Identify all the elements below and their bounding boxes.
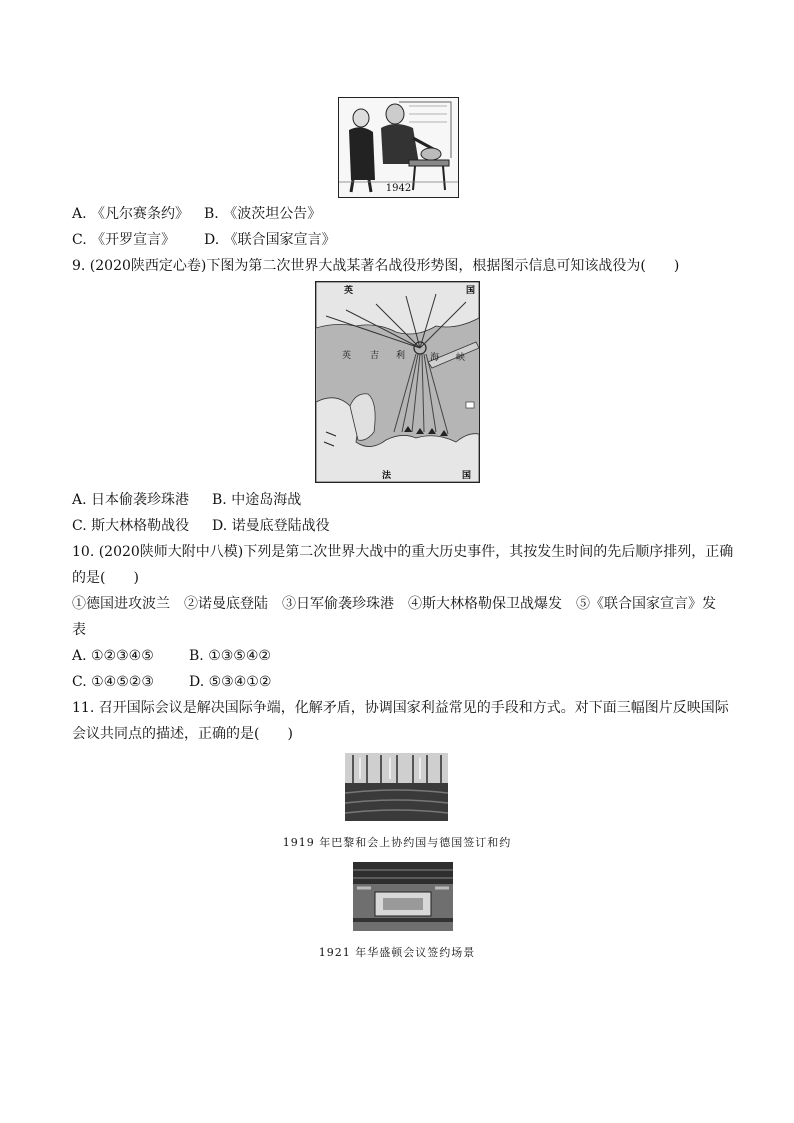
map-label-england-2: 国 — [466, 286, 476, 296]
washington-conference-image — [353, 862, 453, 931]
q11-stem-line1: 11. 召开国际会议是解决国际争端，化解矛盾，协调国家利益常见的手段和方式。对下面三幅图片反映国际 — [72, 700, 729, 716]
paris-conference-caption: 1919 年巴黎和会上协约国与德国签订和约 — [282, 836, 512, 849]
washington-conference-caption: 1921 年华盛顿会议签约场景 — [318, 946, 476, 959]
map-label-sea-2: 吉 — [370, 351, 380, 361]
cartoon-figure — [338, 97, 459, 198]
map-label-sea-3: 利 — [396, 351, 406, 361]
q11-stem-line2: 会议共同点的描述，正确的是( ) — [72, 726, 293, 742]
map-label-sea-4: 海 — [430, 353, 440, 363]
battle-map — [316, 282, 479, 482]
q8-option-a[interactable]: A. 《凡尔赛条约》 — [72, 206, 190, 222]
cartoon-year-label: 1942 — [385, 183, 412, 194]
q10-stem-line1: 10. (2020陕师大附中八模)下列是第二次世界大战中的重大历史事件，其按发生时间的先后顺序排列，正确 — [72, 544, 734, 560]
map-label-sea-1: 英 — [342, 351, 352, 361]
map-label-sea-5: 峡 — [456, 353, 466, 363]
q8-option-c[interactable]: C. 《开罗宣言》 — [72, 232, 176, 248]
q9-option-a[interactable]: A. 日本偷袭珍珠港 — [72, 492, 190, 508]
q10-option-a[interactable]: A. ①②③④⑤ — [72, 648, 154, 664]
q10-option-b[interactable]: B. ①③⑤④② — [189, 648, 271, 664]
q8-option-b[interactable]: B. 《波茨坦公告》 — [204, 206, 322, 222]
q8-option-d[interactable]: D. 《联合国家宣言》 — [204, 232, 336, 248]
map-label-england-1: 英 — [344, 286, 354, 296]
battle-map-figure — [315, 281, 480, 483]
q10-option-c[interactable]: C. ①④⑤②③ — [72, 674, 154, 690]
q9-option-c[interactable]: C. 斯大林格勒战役 — [72, 518, 190, 534]
q10-events-line1: ①德国进攻波兰 ②诺曼底登陆 ③日军偷袭珍珠港 ④斯大林格勒保卫战爆发 ⑤《联合国家宣言》发 — [72, 596, 716, 612]
q9-stem: 9. (2020陕西定心卷)下图为第二次世界大战某著名战役形势图，根据图示信息可知该战役为( ) — [72, 258, 680, 274]
q10-stem-line2: 的是( ) — [72, 570, 139, 586]
map-label-bottom-2: 国 — [462, 471, 472, 481]
map-label-bottom-1: 法 — [382, 471, 392, 481]
paris-conference-image — [345, 753, 448, 821]
q9-option-b[interactable]: B. 中途岛海战 — [212, 492, 302, 508]
q9-option-d[interactable]: D. 诺曼底登陆战役 — [212, 518, 330, 534]
q10-events-line2: 表 — [72, 622, 86, 638]
q10-option-d[interactable]: D. ⑤③④①② — [189, 674, 272, 690]
washington-conference-photo — [353, 862, 453, 931]
paris-conference-photo — [345, 753, 448, 821]
